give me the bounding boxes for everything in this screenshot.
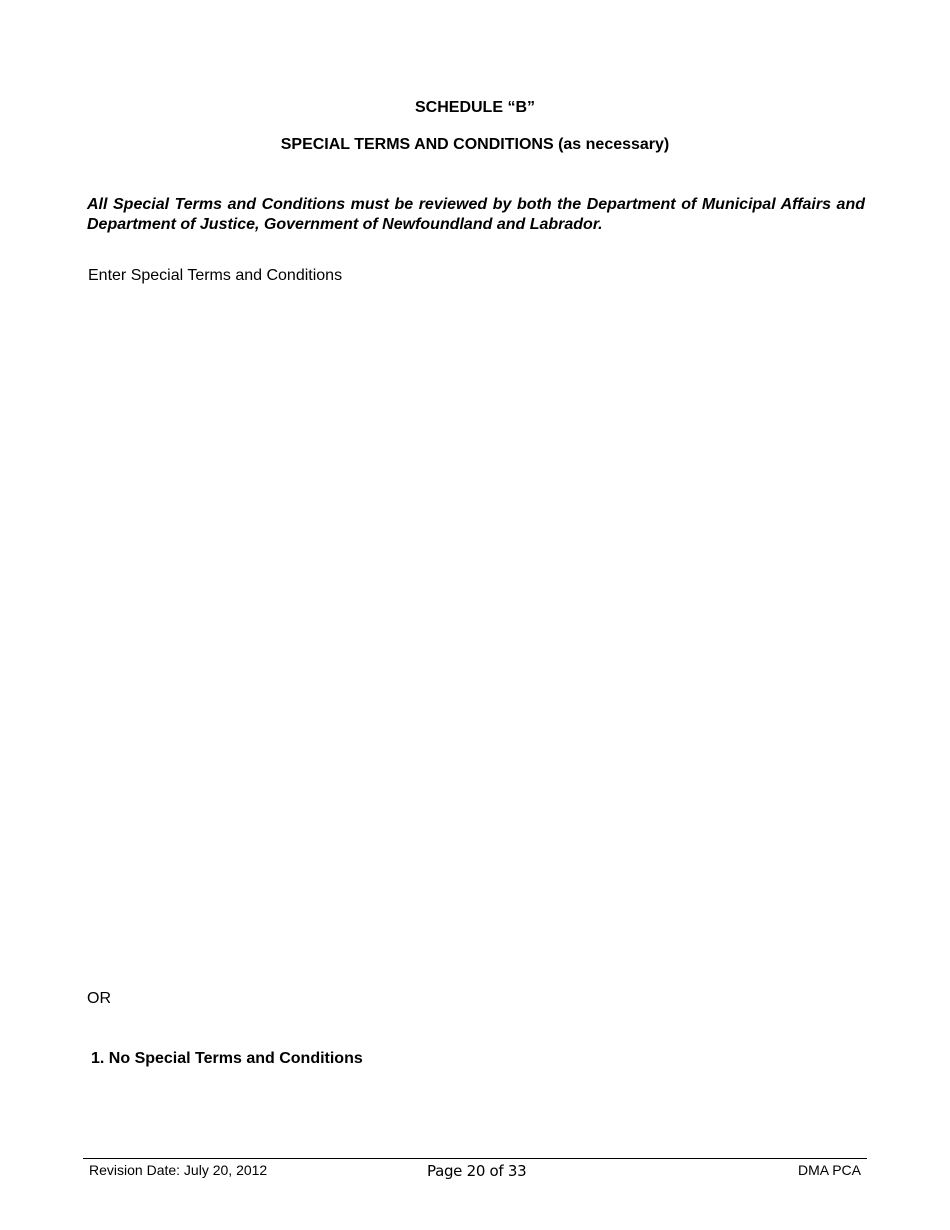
or-separator: OR — [87, 990, 111, 1007]
footer-page-number: Page 20 of 33 — [427, 1162, 527, 1180]
footer-revision-date: Revision Date: July 20, 2012 — [89, 1162, 268, 1178]
special-terms-placeholder: Enter Special Terms and Conditions — [88, 267, 343, 284]
special-terms-entry-field[interactable] — [87, 266, 865, 966]
review-notice: All Special Terms and Conditions must be reviewed by both the Department of Municipal Affairs and Department of Justice, Government of Newfoundland and Labrador. — [87, 196, 865, 233]
footer-divider — [83, 1158, 867, 1159]
section-subtitle: SPECIAL TERMS AND CONDITIONS (as necessary) — [280, 136, 670, 153]
no-special-terms-option: 1. No Special Terms and Conditions — [91, 1050, 363, 1067]
footer-document-code: DMA PCA — [797, 1162, 861, 1178]
schedule-title: SCHEDULE “B” — [414, 99, 535, 116]
